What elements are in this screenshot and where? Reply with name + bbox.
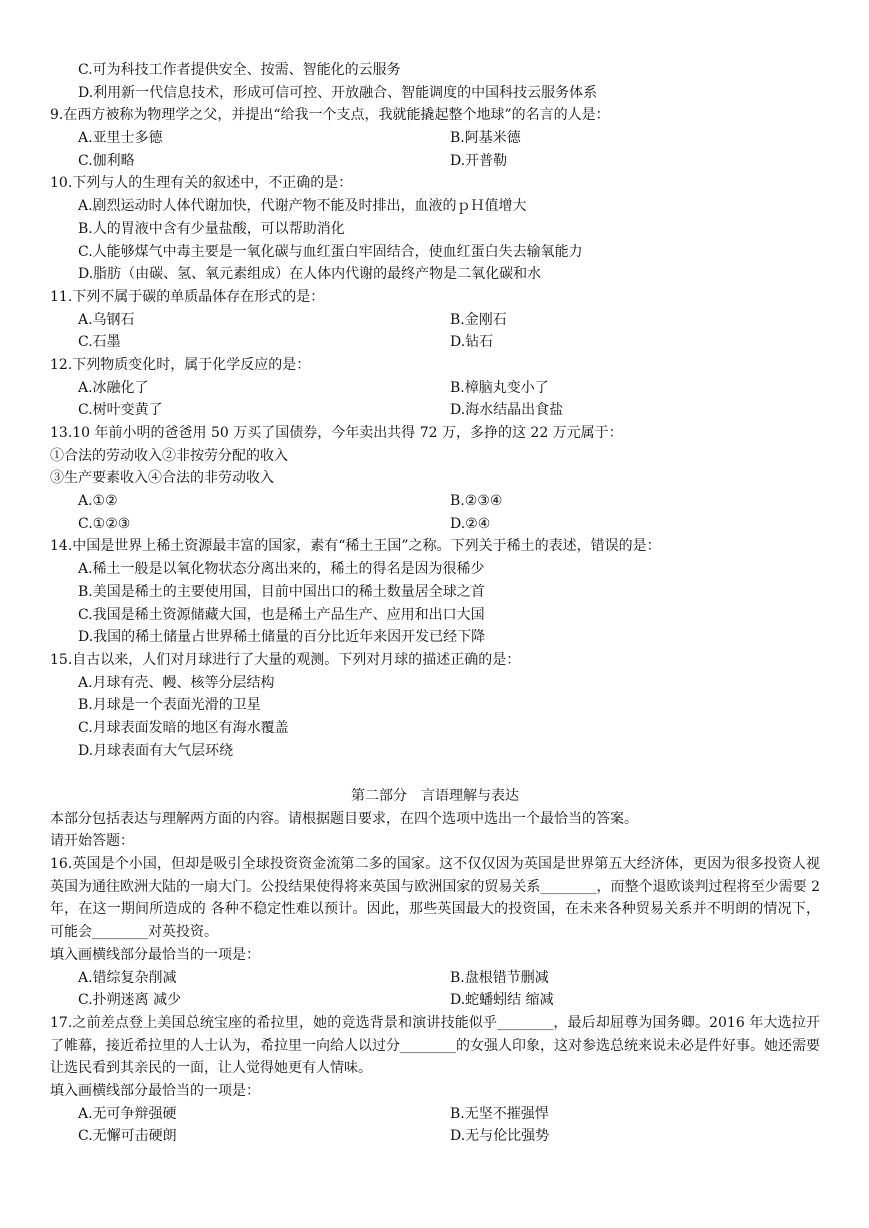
q10-option-d: D.脂肪（由碳、氢、氧元素组成）在人体内代谢的最终产物是二氧化碳和水 [78, 266, 542, 283]
q14-option-c: C.我国是稀土资源储藏大国，也是稀土产品生产、应用和出口大国 [78, 606, 485, 623]
q16-options-row-1 [50, 967, 820, 990]
q12-option-c: C.树叶变黄了 [78, 402, 163, 419]
q9-option-d: D.开普勒 [450, 152, 508, 169]
q17-prompt: 填入画横线部分最恰当的一项是： [50, 1083, 260, 1100]
q16-option-b: B.盘根错节删减 [450, 969, 549, 986]
q13-options-row-1 [50, 490, 820, 513]
q11-option-b: B.金刚石 [450, 311, 507, 328]
q12-stem: 12.下列物质变化时，属于化学反应的是： [50, 356, 311, 373]
q14-option-d: D.我国的稀土储量占世界稀土储量的百分比近年来因开发已经下降 [78, 629, 486, 646]
section-2-intro: 本部分包括表达与理解两方面的内容。请根据题目要求，在四个选项中选出一个最恰当的答案。 [50, 810, 638, 827]
q16-option-a: A.错综复杂削减 [78, 969, 177, 986]
q11-option-d: D.钻石 [450, 334, 494, 351]
q13-stem: 13.10 年前小明的爸爸用 50 万买了国债券，今年卖出共得 72 万，多挣的这 22 万元属于： [50, 425, 623, 441]
q13-statement-line-2: ③生产要素收入④合法的非劳动收入 [50, 470, 274, 487]
q13-option-d: D.②④ [450, 515, 491, 532]
q17-option-a: A.无可争辩强硬 [78, 1105, 177, 1122]
q16-option-d: D.蛇蟠蚓结 缩减 [450, 992, 554, 1009]
q16-passage: 16.英国是个小国，但却是吸引全球投资资金流第二多的国家。这不仅仅因为英国是世界第五大经济体，更因为很多投资人视英国为通往欧洲大陆的一扇大门。公投结果使得将来英国与欧洲国家的贸易关系________，而整个退欧谈判过程将至少需要 2 年，在这一期间所造成的 各种不稳定性难以预计。因此，那些英国最大的投资国，在未来各种贸易关系并不明朗的情况下，可能会________对英投资。 [50, 856, 820, 941]
exam-page [50, 59, 820, 1148]
q11-option-c: C.石墨 [78, 334, 121, 351]
q11-options-row-1 [50, 309, 820, 332]
q17-option-d: D.无与伦比强势 [450, 1128, 550, 1145]
q13-statement-line-1: ①合法的劳动收入②非按劳分配的收入 [50, 447, 288, 464]
section-2-start: 请开始答题： [50, 833, 134, 850]
q14-option-a: A.稀土一般是以氧化物状态分离出来的，稀土的得名是因为很稀少 [78, 561, 485, 578]
q10-stem: 10.下列与人的生理有关的叙述中，不正确的是： [50, 175, 353, 192]
q15-option-a: A.月球有壳、幔、核等分层结构 [78, 674, 275, 691]
q17-passage: 17.之前差点登上美国总统宝座的希拉里，她的竞选背景和演讲技能似乎________，最后却屈尊为国务卿。2016 年大选拉开了帷幕，接近希拉里的人士认为，希拉里一向给人以过分________的女强人印象，这对参选总统来说未必是件好事。她还需要让选民看到其亲民的一面，让人觉得她更有人情味。 [50, 1014, 820, 1077]
q17-option-b: B.无坚不摧强悍 [450, 1105, 549, 1122]
q11-option-a: A.乌钢石 [78, 311, 135, 328]
q11-stem: 11.下列不属于碳的单质晶体存在形式的是： [50, 288, 325, 305]
q17-option-c: C.无懈可击硬朗 [78, 1128, 177, 1145]
q9-option-c: C.伽利略 [78, 152, 135, 169]
q10-option-b: B.人的胃液中含有少量盐酸，可以帮助消化 [78, 220, 345, 237]
q15-option-b: B.月球是一个表面光滑的卫星 [78, 697, 261, 714]
q16-prompt: 填入画横线部分最恰当的一项是： [50, 946, 260, 963]
q13-option-c: C.①②③ [78, 515, 131, 532]
q8-option-c: C.可为科技工作者提供安全、按需、智能化的云服务 [78, 62, 401, 78]
q17-options-row-2 [50, 1125, 820, 1148]
q12-options-row-1 [50, 377, 820, 400]
q13-options-row-2 [50, 513, 820, 536]
q13-option-b: B.②③④ [450, 493, 503, 510]
q9-option-a: A.亚里士多德 [78, 130, 163, 147]
q10-option-c: C.人能够煤气中毒主要是一氧化碳与血红蛋白牢固结合，使血红蛋白失去输氧能力 [78, 243, 583, 260]
q11-options-row-2 [50, 331, 820, 354]
q9-stem: 9.在西方被称为物理学之父，并提出“给我一个支点，我就能撬起整个地球”的名言的人是： [50, 107, 610, 124]
q12-option-b: B.樟脑丸变小了 [450, 379, 549, 396]
q15-option-d: D.月球表面有大气层环绕 [78, 742, 234, 759]
q8-option-d: D.利用新一代信息技术，形成可信可控、开放融合、智能调度的中国科技云服务体系 [78, 84, 598, 101]
q12-option-d: D.海水结晶出食盐 [450, 402, 564, 419]
q15-stem: 15.自古以来，人们对月球进行了大量的观测。下列对月球的描述正确的是： [50, 651, 521, 668]
q10-option-a: A.剧烈运动时人体代谢加快，代谢产物不能及时排出，血液的ｐＨ值增大 [78, 198, 527, 215]
q14-stem: 14.中国是世界上稀土资源最丰富的国家，素有“稀土王国”之称。下列关于稀土的表述，错误的是： [50, 538, 661, 555]
section-2-title: 第二部分 言语理解与表达 [351, 788, 519, 804]
q13-option-a: A.①② [78, 493, 118, 510]
q9-options-row-2 [50, 150, 820, 173]
q12-options-row-2 [50, 399, 820, 422]
q17-options-row-1 [50, 1103, 820, 1126]
q16-option-c: C.扑朔迷离 减少 [78, 992, 182, 1009]
q12-option-a: A.冰融化了 [78, 379, 149, 396]
q16-options-row-2 [50, 989, 820, 1012]
q9-options-row-1 [50, 127, 820, 150]
q14-option-b: B.美国是稀土的主要使用国，目前中国出口的稀土数量居全球之首 [78, 583, 485, 600]
q9-option-b: B.阿基米德 [450, 130, 521, 147]
q15-option-c: C.月球表面发暗的地区有海水覆盖 [78, 719, 289, 736]
